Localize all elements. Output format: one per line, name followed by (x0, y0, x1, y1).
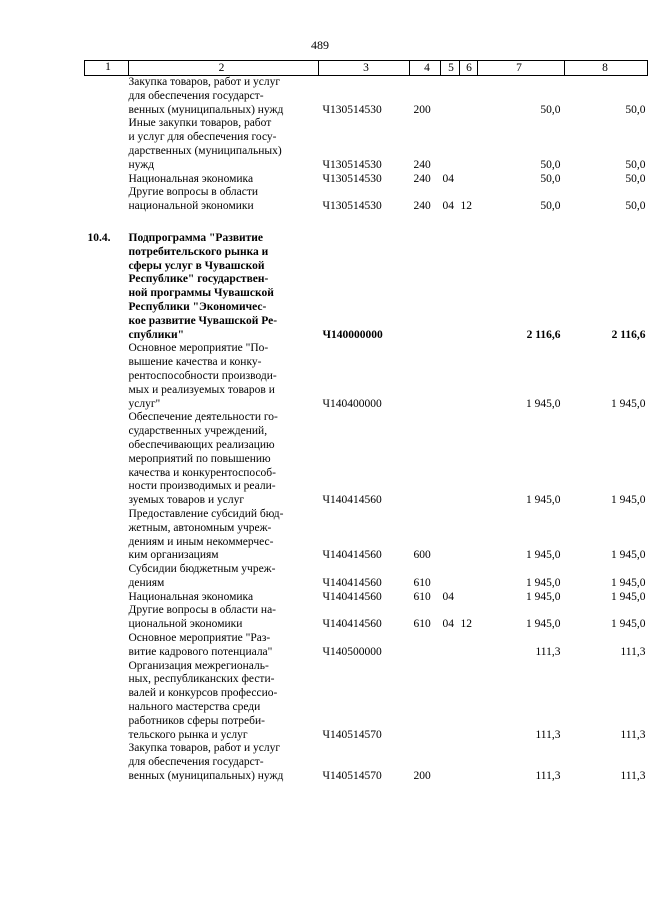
table-row (85, 76, 648, 118)
subsection-code: 12 (460, 200, 472, 213)
subsection-code (460, 117, 478, 172)
row-number (85, 742, 129, 783)
expense-type (410, 660, 441, 743)
expense-type (410, 632, 441, 660)
column-header: 5 (441, 61, 460, 76)
subsection-code (460, 742, 478, 783)
amount-col7: 1 945,0 (526, 397, 561, 410)
amount-col8: 2 116,6 (611, 328, 646, 341)
target-code: Ч130514530 (322, 103, 382, 116)
section-code: 04 (442, 590, 454, 603)
amount-col8: 111,3 (620, 770, 646, 783)
row-number (85, 660, 129, 743)
amount-col8: 50,0 (625, 158, 646, 171)
section-code: 04 (442, 618, 454, 631)
column-header: 2 (129, 61, 319, 76)
row-description: Иные закупки товаров, работ и услуг для обеспечения госу- дарственных (муниципальных) нужд (128, 117, 282, 171)
subsection-code (460, 411, 478, 508)
page-number: 489 (311, 38, 329, 52)
section-code (441, 563, 460, 591)
target-code: Ч130514530 (322, 200, 382, 213)
amount-col7: 1 945,0 (526, 576, 561, 589)
target-code: Ч140500000 (322, 645, 382, 658)
amount-col7: 111,3 (535, 645, 561, 658)
row-description: Другие вопросы в области национальной экономики (128, 186, 259, 213)
subsection-code (460, 342, 478, 411)
row-number (85, 76, 129, 118)
target-code: Ч140414560 (322, 590, 382, 603)
expense-type: 610 (413, 618, 431, 631)
section-code (441, 742, 460, 783)
row-description: Национальная экономика (128, 172, 254, 185)
row-description: Национальная экономика (128, 590, 254, 603)
table-body (85, 76, 648, 784)
expense-type: 200 (413, 770, 431, 783)
table-row (85, 632, 648, 660)
table-row (85, 411, 648, 508)
expense-type (410, 232, 441, 342)
amount-col8: 1 945,0 (611, 494, 646, 507)
target-code: Ч140514570 (322, 728, 382, 741)
column-header: 7 (478, 61, 565, 76)
expense-type: 240 (413, 200, 431, 213)
target-code: Ч140414560 (322, 618, 382, 631)
table-row (85, 563, 648, 591)
row-number (85, 604, 129, 632)
column-header: 6 (460, 61, 478, 76)
amount-col7: 1 945,0 (526, 618, 561, 631)
table-row (85, 232, 648, 342)
target-code: Ч140400000 (322, 397, 382, 410)
row-number (85, 117, 129, 172)
target-code: Ч130514530 (322, 172, 382, 185)
subsection-code (460, 76, 478, 118)
expense-type: 610 (413, 590, 431, 603)
row-description: Подпрограмма "Развитие потребительского рынка и сферы услуг в Чувашской Республике" государствен- ной программы Чувашской Республики "Экономичес- кое развитие Чувашской Ре- спублики" (128, 231, 278, 341)
table-header-row (85, 61, 648, 76)
row-description: Субсидии бюджетным учреж- дениям (128, 563, 276, 589)
section-code (441, 508, 460, 563)
subsection-code (460, 591, 478, 605)
expense-type (410, 342, 441, 411)
expense-type: 610 (413, 576, 431, 589)
amount-col8: 1 945,0 (611, 618, 646, 631)
row-description: Другие вопросы в области на- циональной экономики (128, 604, 277, 631)
section-code (441, 411, 460, 508)
subsection-code (460, 232, 478, 342)
amount-col7: 111,3 (535, 770, 561, 783)
section-code (441, 232, 460, 342)
amount-col8: 1 945,0 (611, 397, 646, 410)
expense-type (410, 411, 441, 508)
expense-type: 240 (413, 158, 431, 171)
table-row (85, 604, 648, 632)
amount-col7: 50,0 (540, 158, 561, 171)
table-row (85, 117, 648, 172)
section-code (441, 342, 460, 411)
row-number (85, 632, 129, 660)
expense-type: 200 (413, 103, 431, 116)
subsection-code (460, 508, 478, 563)
table-row (85, 186, 648, 214)
row-number (85, 563, 129, 591)
subsection-code (460, 173, 478, 187)
amount-col8: 1 945,0 (611, 590, 646, 603)
row-description: Закупка товаров, работ и услуг для обеспечения государст- венных (муниципальных) нужд (128, 76, 284, 116)
section-code: 04 (442, 200, 454, 213)
section-code (441, 76, 460, 118)
amount-col7: 1 945,0 (526, 494, 561, 507)
amount-col8: 50,0 (625, 172, 646, 185)
amount-col8: 111,3 (620, 645, 646, 658)
target-code: Ч140000000 (322, 328, 383, 341)
row-description: Основное мероприятие "Раз- витие кадрового потенциала" (128, 632, 273, 658)
row-number (85, 508, 129, 563)
section-code: 04 (442, 172, 454, 185)
amount-col7: 50,0 (540, 103, 561, 116)
target-code: Ч140514570 (322, 770, 382, 783)
amount-col8: 111,3 (620, 728, 646, 741)
column-header: 8 (565, 61, 648, 76)
subsection-code (460, 563, 478, 591)
column-header: 3 (319, 61, 410, 76)
amount-col8: 50,0 (625, 200, 646, 213)
subsection-code: 12 (460, 618, 472, 631)
subsection-code (460, 660, 478, 743)
amount-col7: 2 116,6 (526, 328, 561, 341)
amount-col8: 1 945,0 (611, 576, 646, 589)
table-row (85, 342, 648, 411)
subsection-code (460, 632, 478, 660)
table-row (85, 591, 648, 605)
row-description: Предоставление субсидий бюд- жетным, автономным учреж- дениям и иным некоммерчес- ким организациям (128, 507, 284, 562)
section-code (441, 632, 460, 660)
row-number (85, 173, 129, 187)
expense-type: 600 (413, 549, 431, 562)
column-header: 1 (85, 61, 129, 76)
amount-col7: 50,0 (540, 172, 561, 185)
row-description: Организация межрегиональ- ных, республиканских фести- валей и конкурсов профессио- нального мастерства среди работников сферы потреби- тельского рынка и услуг (128, 659, 278, 741)
expense-type: 240 (413, 172, 431, 185)
target-code: Ч140414560 (322, 494, 382, 507)
target-code: Ч130514530 (322, 158, 382, 171)
section-code (441, 660, 460, 743)
amount-col7: 1 945,0 (526, 549, 561, 562)
amount-col7: 50,0 (540, 200, 561, 213)
amount-col7: 111,3 (535, 728, 561, 741)
row-number: 10.4. (87, 231, 111, 244)
amount-col7: 1 945,0 (526, 590, 561, 603)
target-code: Ч140414560 (322, 549, 382, 562)
table-row (85, 660, 648, 743)
row-number (85, 186, 129, 214)
table-row (85, 173, 648, 187)
row-number (85, 411, 129, 508)
column-header: 4 (410, 61, 441, 76)
row-number (85, 342, 129, 411)
row-description: Основное мероприятие "По- вышение качества и конку- рентоспособности производи- мых и реализуемых товаров и услуг" (128, 342, 277, 410)
spacer-row (85, 214, 648, 232)
row-description: Обеспечение деятельности го- сударственных учреждений, обеспечивающих реализацию мероприятий по повышению качества и конкурентоспособ- ности производимых и реали- зуемых товаров и услуг (128, 411, 278, 507)
row-number (85, 591, 129, 605)
row-description: Закупка товаров, работ и услуг для обеспечения государст- венных (муниципальных) нужд (128, 742, 284, 783)
spacer-cell (85, 214, 648, 232)
target-code: Ч140414560 (322, 576, 382, 589)
section-code (441, 117, 460, 172)
budget-table (84, 60, 648, 784)
amount-col8: 50,0 (625, 103, 646, 116)
amount-col8: 1 945,0 (611, 549, 646, 562)
table-row (85, 742, 648, 783)
table-row (85, 508, 648, 563)
